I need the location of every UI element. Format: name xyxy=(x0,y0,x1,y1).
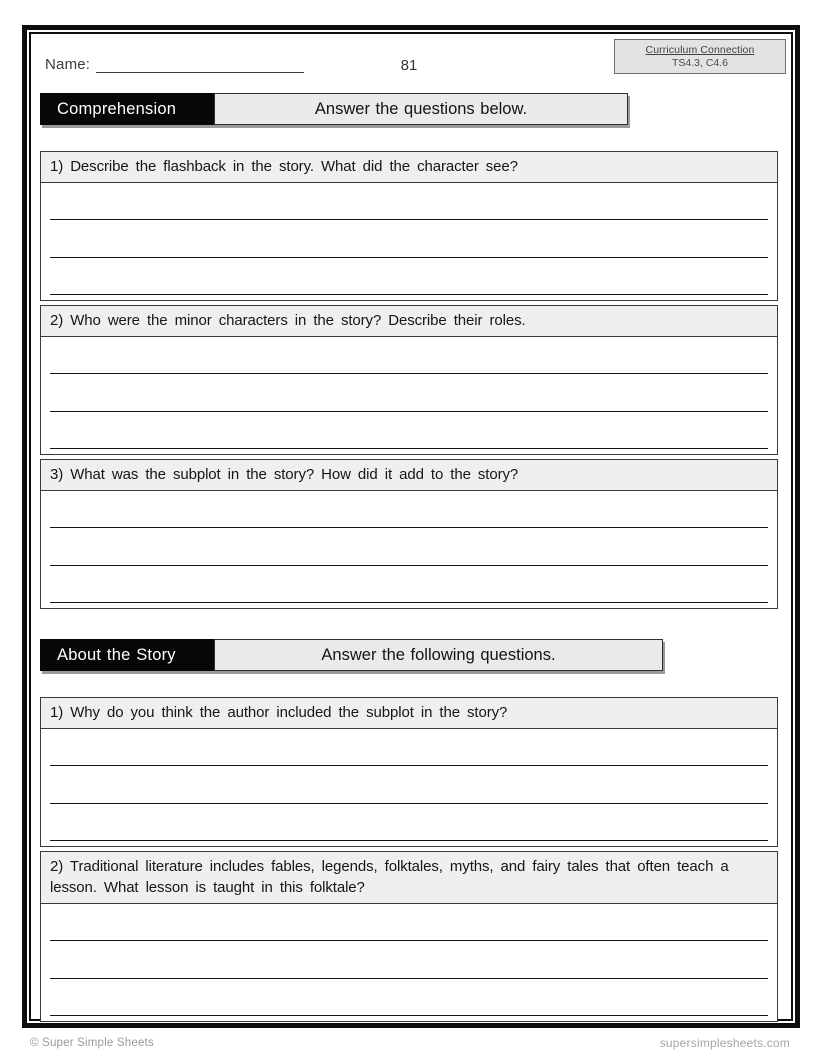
curriculum-connection-box xyxy=(614,39,786,74)
writing-line[interactable] xyxy=(50,804,768,841)
writing-line[interactable] xyxy=(50,491,768,528)
writing-line[interactable] xyxy=(50,528,768,565)
section-instruction: Answer the following questions. xyxy=(214,639,663,671)
writing-line[interactable] xyxy=(50,766,768,803)
section-title: About the Story xyxy=(40,639,214,671)
answer-area[interactable] xyxy=(41,491,777,608)
section-instruction: Answer the questions below. xyxy=(214,93,628,125)
page-footer xyxy=(30,1036,790,1050)
writing-line[interactable] xyxy=(50,337,768,374)
question-prompt: 2) Who were the minor characters in the story? Describe their roles. xyxy=(41,306,777,337)
sections xyxy=(40,93,778,1022)
writing-line[interactable] xyxy=(50,941,768,978)
worksheet-section xyxy=(40,639,778,1022)
name-label: Name: xyxy=(45,56,91,73)
name-block xyxy=(45,56,304,73)
writing-line[interactable] xyxy=(50,258,768,295)
curriculum-codes: TS4.3, C4.6 xyxy=(671,57,729,69)
name-input-line[interactable] xyxy=(96,56,304,73)
section-header xyxy=(40,93,628,125)
writing-line[interactable] xyxy=(50,566,768,603)
writing-line[interactable] xyxy=(50,979,768,1016)
writing-line[interactable] xyxy=(50,183,768,220)
question-box xyxy=(40,305,778,455)
copyright-text: © Super Simple Sheets xyxy=(30,1037,154,1049)
worksheet-section xyxy=(40,93,778,609)
section-title: Comprehension xyxy=(40,93,214,125)
answer-area[interactable] xyxy=(41,337,777,454)
website-text: supersimplesheets.com xyxy=(659,1036,790,1050)
page-frame xyxy=(22,25,800,1028)
page-frame-inner xyxy=(29,32,793,1021)
question-prompt: 3) What was the subplot in the story? How did it add to the story? xyxy=(41,460,777,491)
question-box xyxy=(40,151,778,301)
question-box xyxy=(40,459,778,609)
question-prompt: 1) Why do you think the author included the subplot in the story? xyxy=(41,698,777,729)
answer-area[interactable] xyxy=(41,729,777,846)
question-box xyxy=(40,697,778,847)
question-prompt: 2) Traditional literature includes fables, legends, folktales, myths, and fairy tales that often teach a lesson. What lesson is taught in this folktale? xyxy=(41,852,777,904)
question-box xyxy=(40,851,778,1022)
answer-area[interactable] xyxy=(41,183,777,300)
writing-line[interactable] xyxy=(50,374,768,411)
curriculum-title: Curriculum Connection xyxy=(645,44,755,56)
writing-line[interactable] xyxy=(50,904,768,941)
question-prompt: 1) Describe the flashback in the story. What did the character see? xyxy=(41,152,777,183)
page-number: 81 xyxy=(400,57,418,74)
top-row xyxy=(40,46,778,92)
question-list xyxy=(40,697,778,1022)
question-list xyxy=(40,151,778,609)
writing-line[interactable] xyxy=(50,220,768,257)
writing-line[interactable] xyxy=(50,412,768,449)
writing-line[interactable] xyxy=(50,729,768,766)
answer-area[interactable] xyxy=(41,904,777,1021)
section-header xyxy=(40,639,663,671)
